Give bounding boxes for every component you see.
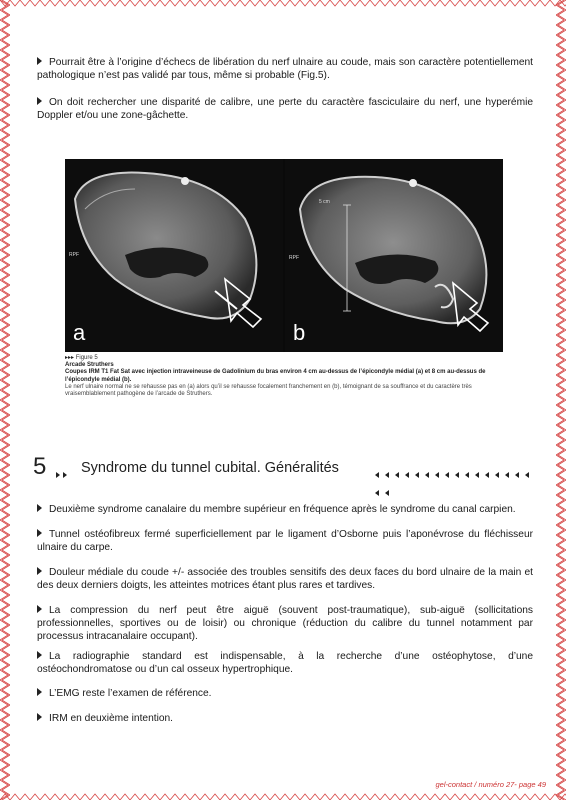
right-zigzag-border xyxy=(556,0,566,800)
mri-panel-a xyxy=(65,159,283,352)
section-heading xyxy=(33,455,543,481)
top-zigzag-border xyxy=(0,0,566,8)
bullet-arrow-icon xyxy=(37,567,42,575)
section-bullet: Tunnel ostéofibreux fermé superficiellement par le ligament d’Osborne puis l’aponévrose du fléchisseur ulnaire du carpe. xyxy=(37,529,533,553)
panel-label-a: a xyxy=(73,320,86,345)
bullet-arrow-icon xyxy=(37,97,42,105)
heading-arrows-icon xyxy=(56,465,70,483)
section-bullet: Douleur médiale du coude +/- associée des troubles sensitifs des deux faces du bord ulnaire de la main et des deux derniers doigts, les atteintes motrices étant plus rares et tardives. xyxy=(37,567,533,591)
caption-subtitle: Coupes IRM T1 Fat Sat avec injection intraveineuse de Gadolinium du bras environ 4 cm au-dessus de l’épicondyle médial (a) et 8 cm au-dessus de l’épicondyle médial (b). xyxy=(65,369,486,383)
section-bullet: La compression du nerf peut être aiguë (souvent post-traumatique), sub-aiguë (sollicitations professionnelles, sportives ou de loisir) ou chronique (réduction du calibre du tunnel notamment par processus intracanalaire occupant). xyxy=(37,605,533,642)
mri-image-a xyxy=(65,159,283,352)
page-footer: gel-contact / numéro 27- page 49 xyxy=(435,780,546,789)
bullet-arrow-icon xyxy=(37,57,42,65)
section-bullet: Deuxième syndrome canalaire du membre supérieur en fréquence après le syndrome du canal carpien. xyxy=(37,503,533,516)
rpf-label: RPF xyxy=(289,255,299,261)
figure-number: ▸▸▸ Figure 5 xyxy=(65,355,98,361)
rpf-label: RPF xyxy=(69,252,79,258)
bullet-arrow-icon xyxy=(37,651,42,659)
bullet-arrow-icon xyxy=(37,504,42,512)
bottom-zigzag-border xyxy=(0,792,566,800)
mri-image-b xyxy=(285,159,503,352)
caption-title: Arcade Struthers xyxy=(65,362,114,369)
bullet-arrow-icon xyxy=(37,529,42,537)
heading-arrow-row-icon xyxy=(375,465,543,501)
intro-bullet: Pourrait être à l’origine d’échecs de libération du nerf ulnaire au coude, mais son caractère potentiellement pathologique n’est pas validé par tous, même si probable (Fig.5). xyxy=(37,57,533,81)
mri-figure xyxy=(65,159,503,352)
scale-label: 5 cm xyxy=(319,199,330,205)
mri-panel-b xyxy=(285,159,503,352)
section-bullet: IRM en deuxième intention. xyxy=(37,712,533,725)
section-bullet: La radiographie standard est indispensable, à la recherche d’une ostéophytose, d’une ostéochondromatose ou d’un cal osseux hypertrophique. xyxy=(37,651,533,675)
section-bullet: L’EMG reste l’examen de référence. xyxy=(37,687,533,700)
section-title: Syndrome du tunnel cubital. Généralités xyxy=(81,460,339,476)
figure-caption xyxy=(65,355,505,398)
bullet-arrow-icon xyxy=(37,605,42,613)
section-number: 5 xyxy=(33,453,47,480)
caption-body: Le nerf ulnaire normal ne se rehausse pas en (a) alors qu’il se rehausse focalement franchement en (b), témoignant de sa souffrance et du caractère très vraisemblablement pathogène de l’arcade de Struthers. xyxy=(65,383,472,398)
bullet-arrow-icon xyxy=(37,688,42,696)
intro-bullet: On doit rechercher une disparité de calibre, une perte du caractère fasciculaire du nerf, une hyperémie Doppler et/ou une zone-gâchette. xyxy=(37,97,533,121)
left-zigzag-border xyxy=(0,0,10,800)
bullet-arrow-icon xyxy=(37,713,42,721)
panel-label-b: b xyxy=(293,320,306,345)
triple-arrow-icon: ▸▸▸ xyxy=(65,355,75,361)
